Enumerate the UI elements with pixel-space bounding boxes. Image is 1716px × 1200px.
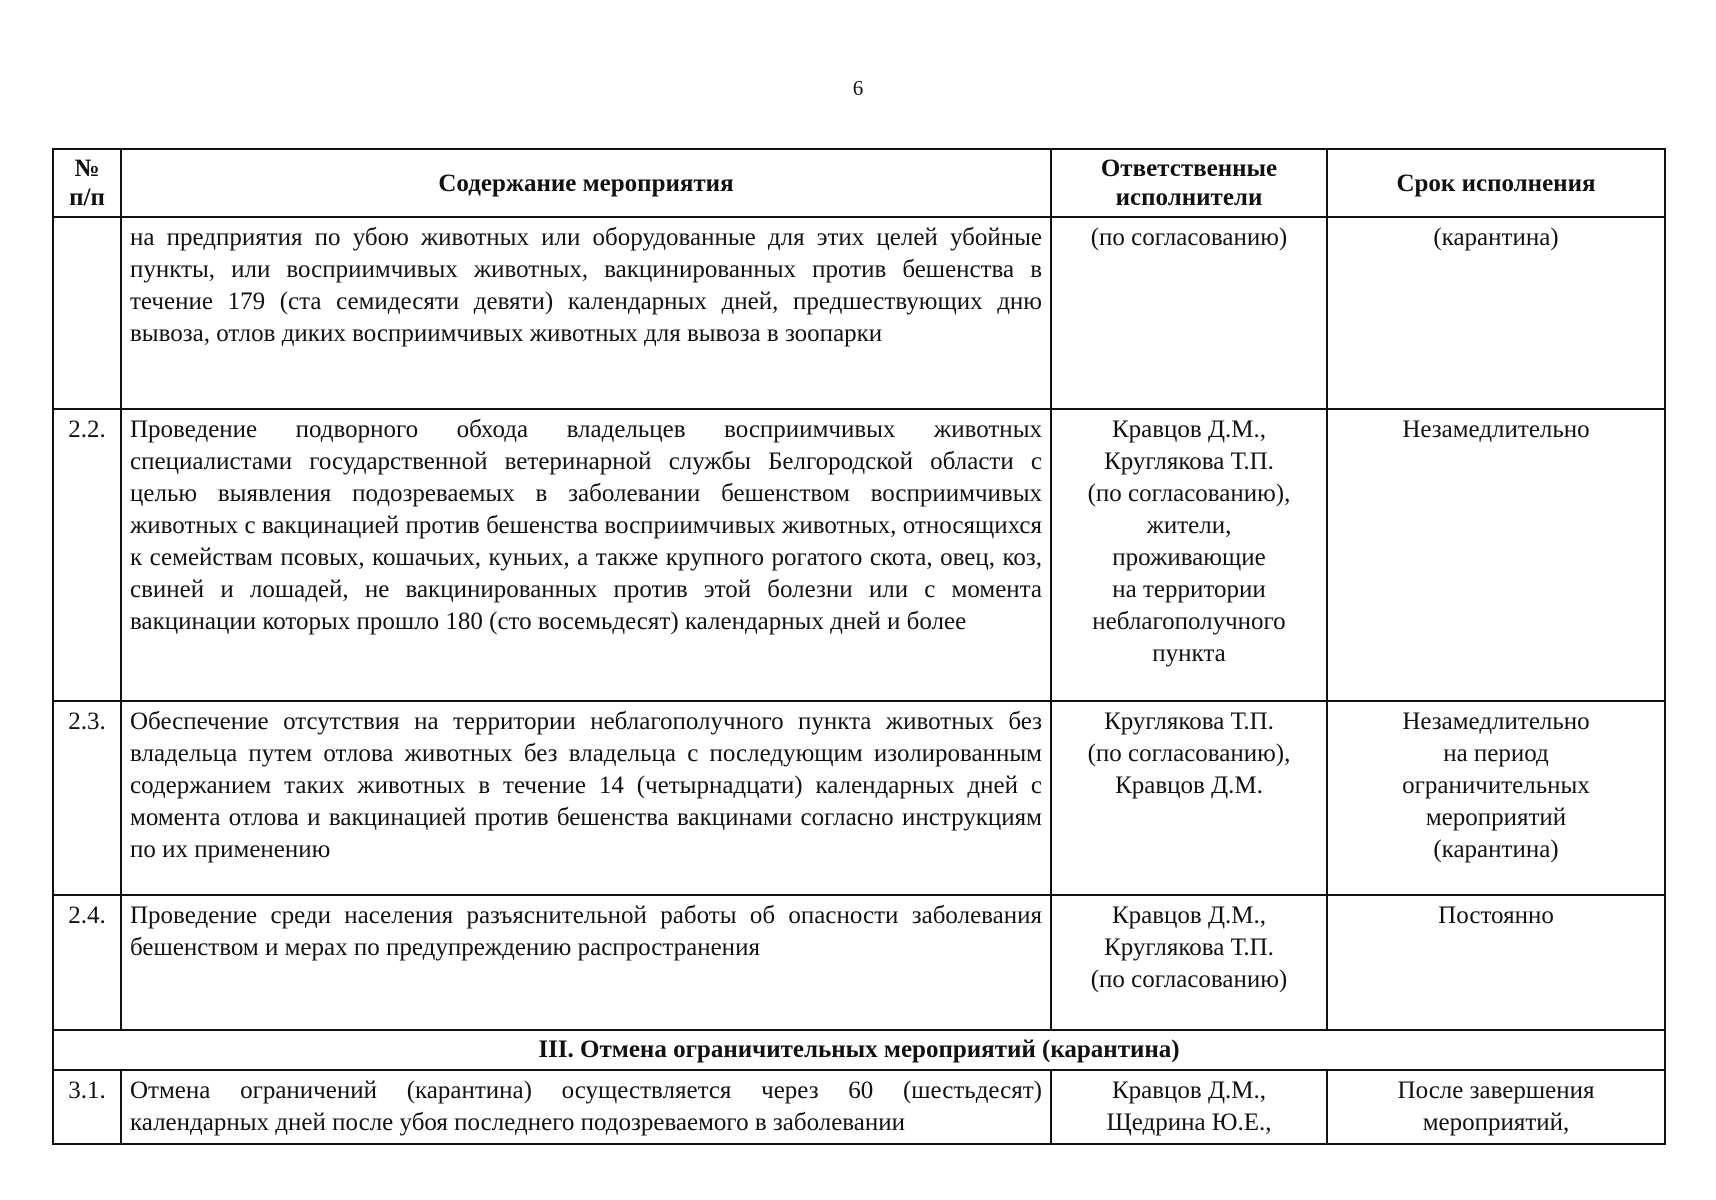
measures-table — [52, 148, 1666, 1145]
row-content: Отмена ограничений (карантина) осуществляется через 60 (шестьдесят) календарных дней после убоя последнего подозреваемого в заболевании — [121, 1070, 1051, 1144]
row-deadline: Незамедлительно на период ограничительных мероприятий (карантина) — [1327, 701, 1665, 895]
row-content: Обеспечение отсутствия на территории неблагополучного пункта животных без владельца путем отлова животных без владельца с последующим изолированным содержанием таких животных в течение 14 (четырнадцати) календарных дней с момента отлова и вакцинацией против бешенства вакцинами согласно инструкциям по их применению — [121, 701, 1051, 895]
row-number — [53, 217, 121, 409]
row-number: 2.2. — [53, 409, 121, 701]
row-responsible: Кравцов Д.М., Круглякова Т.П. (по согласованию) — [1051, 895, 1327, 1030]
table-row — [53, 1070, 1665, 1144]
row-responsible: Кравцов Д.М., Щедрина Ю.Е., — [1051, 1070, 1327, 1144]
row-content: Проведение среди населения разъяснительной работы об опасности заболевания бешенством и мерах по предупреждению распространения — [121, 895, 1051, 1030]
table-row — [53, 895, 1665, 1030]
row-content: Проведение подворного обхода владельцев восприимчивых животных специалистами государственной ветеринарной службы Белгородской области с целью выявления подозреваемых в заболевании бешенством восприимчивых животных с вакцинацией против бешенства восприимчивых животных, относящихся к семействам псовых, кошачьих, куньих, а также крупного рогатого скота, овец, коз, свиней и лошадей, не вакцинированных против этой болезни или с момента вакцинации которых прошло 180 (сто восемьдесят) календарных дней и более — [121, 409, 1051, 701]
section-title: III. Отмена ограничительных мероприятий (карантина) — [53, 1030, 1665, 1070]
header-deadline: Срок исполнения — [1327, 149, 1665, 217]
row-number: 2.4. — [53, 895, 121, 1030]
row-responsible: Круглякова Т.П. (по согласованию), Кравцов Д.М. — [1051, 701, 1327, 895]
row-content: на предприятия по убою животных или оборудованные для этих целей убойные пункты, или восприимчивых животных, вакцинированных против бешенства в течение 179 (ста семидесяти девяти) календарных дней, предшествующих дню вывоза, отлов диких восприимчивых животных для вывоза в зоопарки — [121, 217, 1051, 409]
header-content: Содержание мероприятия — [121, 149, 1051, 217]
header-num: № п/п — [53, 149, 121, 217]
row-deadline: После завершения мероприятий, — [1327, 1070, 1665, 1144]
row-number: 2.3. — [53, 701, 121, 895]
row-deadline: Постоянно — [1327, 895, 1665, 1030]
table-row — [53, 701, 1665, 895]
section-row — [53, 1030, 1665, 1070]
row-responsible: (по согласованию) — [1051, 217, 1327, 409]
table-header-row — [53, 149, 1665, 217]
row-deadline: (карантина) — [1327, 217, 1665, 409]
header-responsible: Ответственные исполнители — [1051, 149, 1327, 217]
row-number: 3.1. — [53, 1070, 121, 1144]
row-responsible: Кравцов Д.М., Круглякова Т.П. (по согласованию), жители, проживающие на территории неблагополучного пункта — [1051, 409, 1327, 701]
table-row — [53, 217, 1665, 409]
table-row — [53, 409, 1665, 701]
page-number: 6 — [852, 76, 864, 100]
row-deadline: Незамедлительно — [1327, 409, 1665, 701]
